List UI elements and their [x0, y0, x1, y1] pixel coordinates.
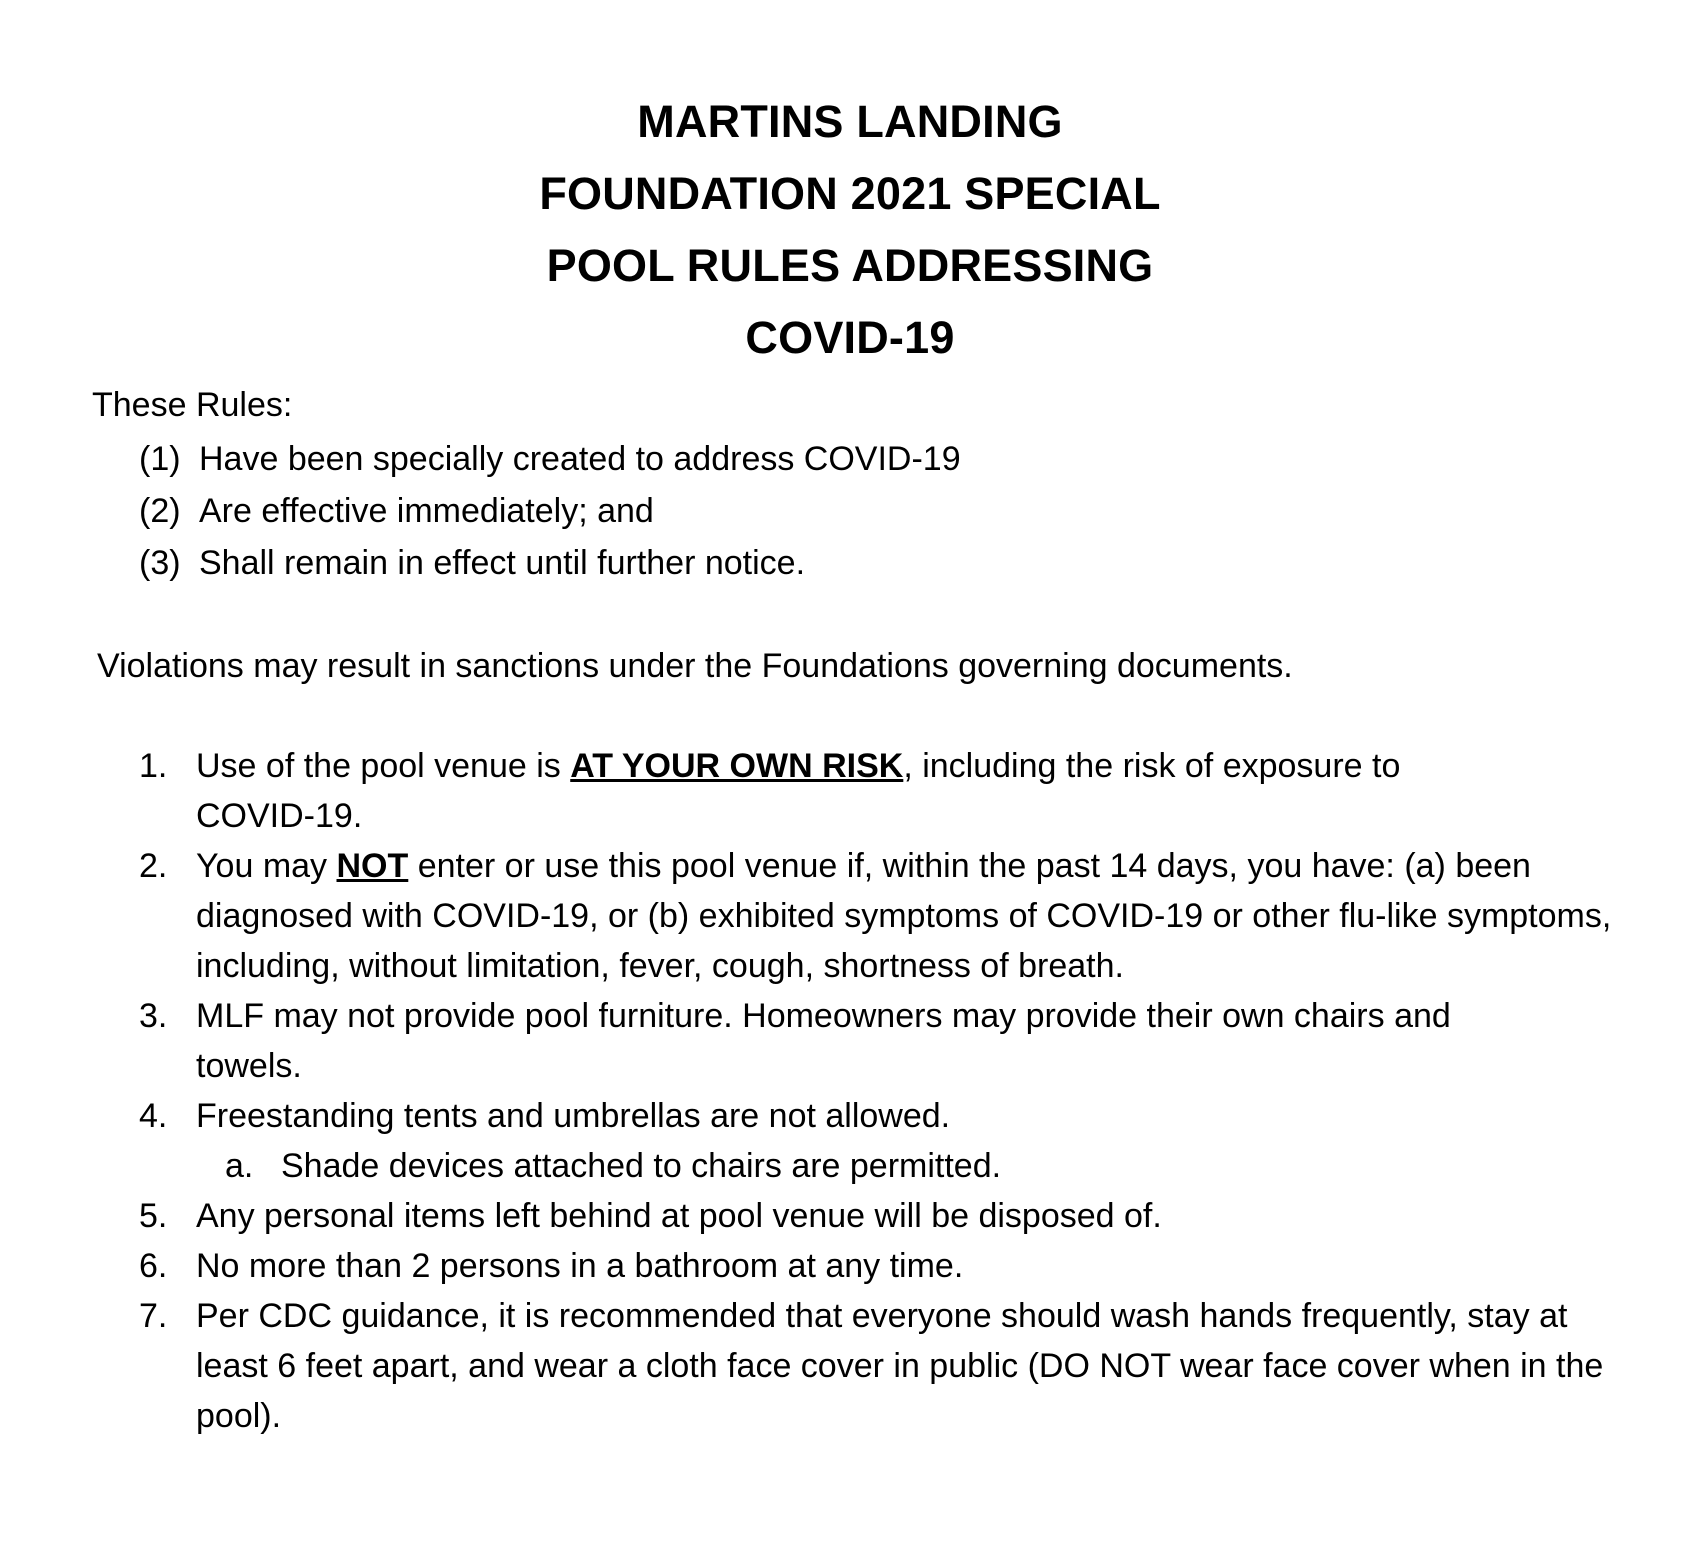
preliminary-list: [92, 434, 1670, 588]
rule-marker: 5.: [139, 1197, 168, 1235]
rule-item-7: [92, 1291, 1670, 1441]
rule-marker: 3.: [139, 997, 168, 1035]
preliminary-item-text: Are effective immediately; and: [199, 492, 654, 530]
rule-4-sublist: [92, 1141, 1670, 1191]
rule-marker: 1.: [139, 747, 168, 785]
rule-text-before: Use of the pool venue is: [196, 747, 571, 785]
title-line-3: POOL RULES ADDRESSING: [546, 240, 1154, 291]
rule-text: Freestanding tents and umbrellas are not allowed.: [196, 1097, 951, 1135]
title-line-2: FOUNDATION 2021 SPECIAL: [539, 168, 1161, 219]
rule-text: [196, 741, 1506, 841]
rule-item-2: [92, 841, 1670, 991]
rule-item-6: [92, 1241, 1670, 1291]
rule-item-3: [92, 991, 1670, 1091]
rule-marker: 4.: [139, 1097, 168, 1135]
rule-text: [196, 841, 1616, 991]
rule-text: MLF may not provide pool furniture. Homeowners may provide their own chairs and towels.: [196, 997, 1451, 1085]
preliminary-item-text: Shall remain in effect until further notice.: [199, 544, 806, 582]
document-body: [0, 380, 1700, 1441]
sub-item-text: Shade devices attached to chairs are permitted.: [281, 1147, 1002, 1185]
rule-text-before: You may: [196, 847, 337, 885]
document-title: [0, 0, 1700, 374]
rule-marker: 7.: [139, 1297, 168, 1335]
preliminary-item: [92, 434, 1670, 484]
rules-list: [92, 691, 1670, 1441]
rule-emphasis: AT YOUR OWN RISK: [570, 747, 904, 785]
preliminary-item-text: Have been specially created to address COVID-19: [199, 440, 961, 478]
rule-text: Any personal items left behind at pool venue will be disposed of.: [196, 1197, 1162, 1235]
preliminary-item: [92, 486, 1670, 536]
rule-marker: 2.: [139, 847, 168, 885]
sub-item-a: [92, 1141, 1670, 1191]
preliminary-item-marker: (2): [139, 492, 181, 530]
preliminary-item-marker: (3): [139, 544, 181, 582]
rule-text: Per CDC guidance, it is recommended that everyone should wash hands frequently, stay at least 6 feet apart, and wear a cloth face cover in public (DO NOT wear face cover when in the pool).: [196, 1297, 1604, 1435]
rule-item-1: [92, 741, 1670, 841]
title-line-4: COVID-19: [745, 312, 955, 363]
rule-text-after: , including the risk of exposure to COVID-19.: [196, 747, 1401, 835]
rule-item-5: [92, 1191, 1670, 1241]
preliminary-item: [92, 538, 1670, 588]
rule-text-after: enter or use this pool venue if, within the past 14 days, you have: (a) been diagnosed with COVID-19, or (b) exhibited symptoms of COVID-19 or other flu-like symptoms, including, without limitation, fever, cough, shortness of breath.: [196, 847, 1612, 985]
rule-emphasis: NOT: [336, 847, 409, 885]
violations-notice: Violations may result in sanctions under the Foundations governing documents.: [97, 647, 1293, 685]
sub-item-marker: a.: [225, 1147, 254, 1185]
title-line-1: MARTINS LANDING: [637, 96, 1063, 147]
rule-text: No more than 2 persons in a bathroom at any time.: [196, 1247, 964, 1285]
lead-in-text: These Rules:: [92, 386, 293, 424]
rule-marker: 6.: [139, 1247, 168, 1285]
rule-item-4: [92, 1091, 1670, 1141]
preliminary-item-marker: (1): [139, 440, 181, 478]
